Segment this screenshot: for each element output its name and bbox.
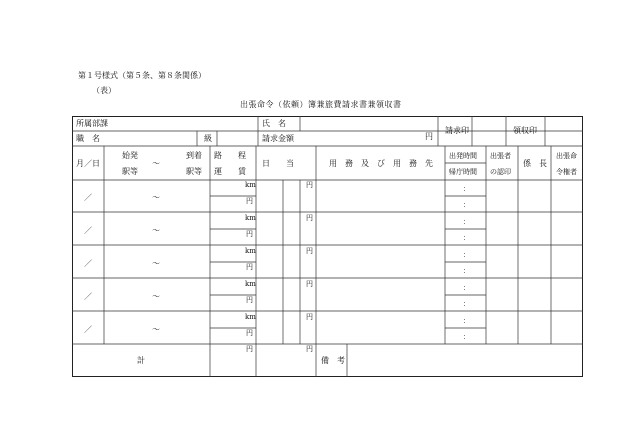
total-fare-yen: 円 [246,345,253,353]
row-fare-yen: 円 [246,296,253,304]
total-label: 計 [137,356,145,365]
row-km-unit: km [245,280,256,288]
col-traveler-approval: 出張者 [490,152,511,160]
row-route-tilde: 〜 [152,325,160,334]
row-route-tilde: 〜 [152,292,160,301]
row-departure-colon: ： [463,218,470,226]
col-tilde: 〜 [152,159,160,168]
claim-seal-label: 請求印 [445,126,469,135]
row-km-unit: km [245,313,256,321]
row-fare-yen: 円 [246,197,253,205]
row-departure-colon: ： [463,284,470,292]
row-fare-yen: 円 [246,263,253,271]
row-km-unit: km [245,214,256,222]
col-departure-station: 駅等 [122,167,138,176]
col-return-time: 帰庁時間 [449,168,477,176]
row-km-unit: km [245,181,256,189]
row-date-slash: ／ [84,226,92,235]
col-fare: 運 賃 [214,167,246,176]
col-departure: 始発 [122,151,138,160]
col-authority: 出張命 [556,152,577,160]
row-route-tilde: 〜 [152,226,160,235]
claim-amount-yen: 円 [425,132,433,141]
total-allowance-yen: 円 [306,345,313,353]
row-date-slash: ／ [84,259,92,268]
col-traveler-seal: の認印 [490,168,511,176]
col-business: 用 務 及 び 用 務 先 [329,159,433,168]
row-allowance-yen: 円 [306,247,313,255]
row-departure-colon: ： [463,251,470,259]
row-return-colon: ： [463,201,470,209]
col-arrival: 到着 [186,151,202,160]
row-return-colon: ： [463,333,470,341]
row-date-slash: ／ [84,193,92,202]
row-date-slash: ／ [84,325,92,334]
row-date-slash: ／ [84,292,92,301]
row-allowance-yen: 円 [306,214,313,222]
row-return-colon: ： [463,267,470,275]
row-route-tilde: 〜 [152,193,160,202]
col-daily-allowance: 日 当 [262,159,294,168]
row-departure-colon: ： [463,317,470,325]
col-month-day: 月／日 [76,159,100,168]
remarks-label: 備 考 [321,356,345,365]
form-side-label: （表） [92,86,116,95]
position-label: 職 名 [76,134,100,143]
claim-amount-label: 請求金額 [262,134,294,143]
row-km-unit: km [245,247,256,255]
row-departure-colon: ： [463,185,470,193]
row-fare-yen: 円 [246,230,253,238]
row-return-colon: ： [463,300,470,308]
grade-label: 級 [204,134,212,143]
col-arrival-station: 駅等 [186,167,202,176]
department-label: 所属部課 [76,119,108,128]
receipt-seal-label: 領収印 [513,126,537,135]
row-allowance-yen: 円 [306,313,313,321]
col-chief: 係 長 [523,159,547,168]
col-departure-time: 出発時間 [449,152,477,160]
row-fare-yen: 円 [246,329,253,337]
form-title: 出張命令（依頼）簿兼旅費請求書兼領収書 [240,100,402,109]
form-number: 第１号様式（第５条、第８条関係） [78,71,206,80]
col-authority-2: 令権者 [556,168,577,176]
col-route: 路 程 [214,151,246,160]
row-route-tilde: 〜 [152,259,160,268]
name-label: 氏 名 [262,119,286,128]
row-allowance-yen: 円 [306,280,313,288]
row-return-colon: ： [463,234,470,242]
row-allowance-yen: 円 [306,181,313,189]
